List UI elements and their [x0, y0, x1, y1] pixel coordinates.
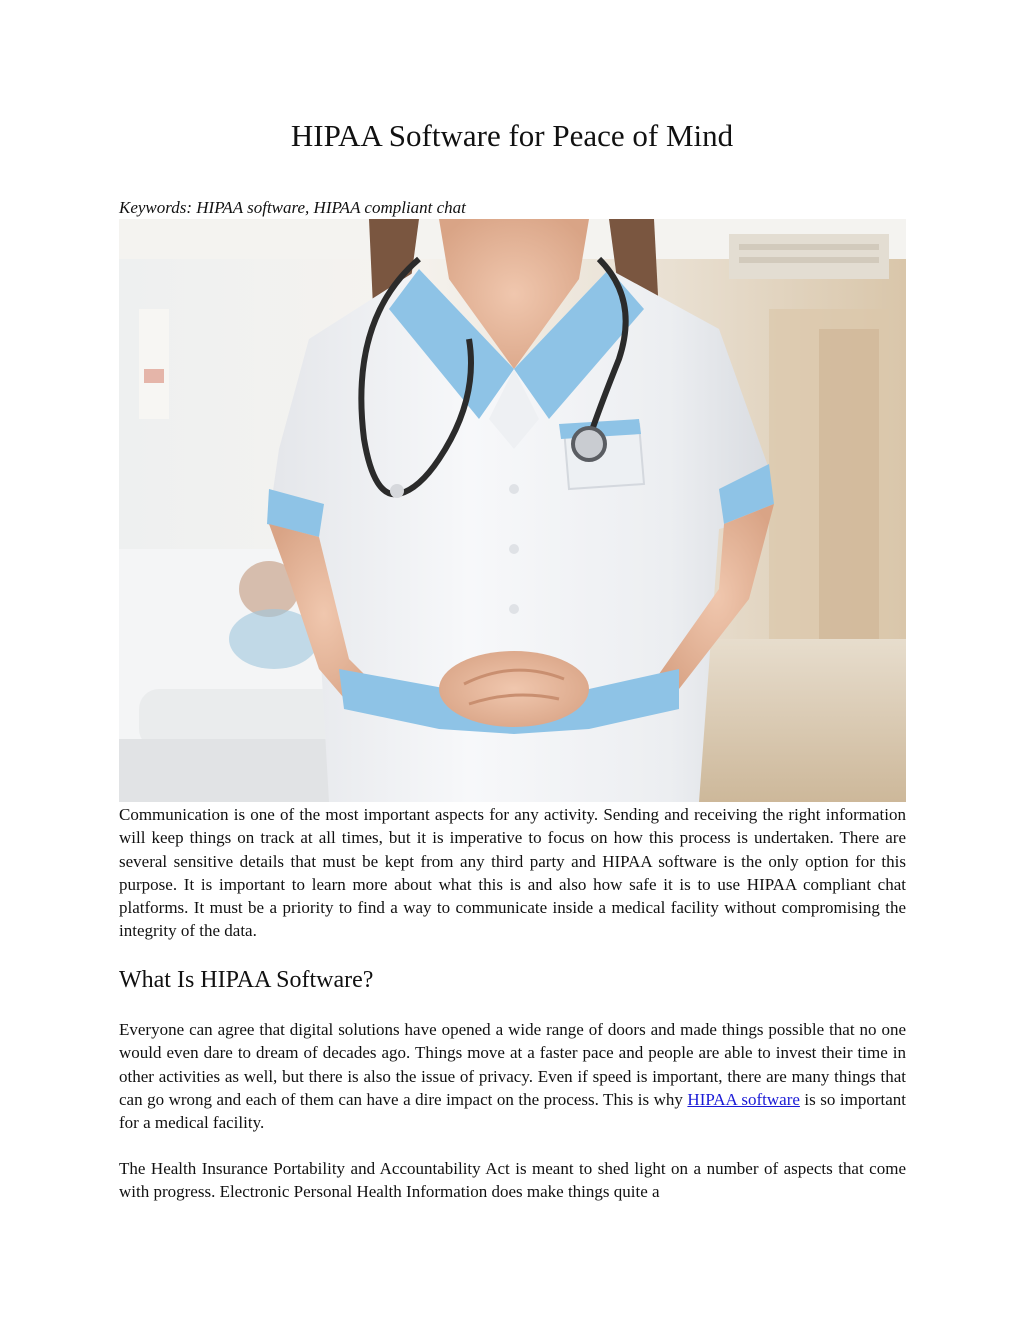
paragraph2-text-after: is so important for a medical facility. — [119, 1089, 906, 1133]
intro-paragraph: Communication is one of the most important aspects for any activity. Sending and receiving the right information will keep things on track at all times, but it is imperative to focus on how this process is undertaken. There are several sensitive details that must be kept from any third party and HIPAA software is the only option for this purpose. It is important to learn more about what this is and also how safe it is to use HIPAA compliant chat platforms. It must be a priority to find a way to communicate inside a medical facility without compromising the integrity of the data. — [119, 805, 906, 941]
hipaa-software-link[interactable]: HIPAA software — [687, 1089, 800, 1109]
paragraph2-text-before: Everyone can agree that digital solutions have opened a wide range of doors and made things possible that no one would even dare to dream of decades ago. Things move at a faster pace and people are able to invest their time in other activities as well, but there is also the issue of privacy. Even if speed is important, there are many things that can go wrong and each of them can have a dire impact on the process. This is why — [119, 1020, 906, 1109]
body-paragraph-3: The Health Insurance Portability and Accountability Act is meant to shed light on a number of aspects that come with progress. Electronic Personal Health Information does make things quite a — [119, 1159, 906, 1202]
section-heading: What Is HIPAA Software? — [119, 967, 374, 993]
nurse-photo — [119, 219, 906, 802]
keywords-line: Keywords: HIPAA software, HIPAA compliant chat — [119, 198, 466, 217]
document-title: HIPAA Software for Peace of Mind — [290, 118, 734, 153]
body-paragraph-2 — [119, 1018, 906, 1134]
